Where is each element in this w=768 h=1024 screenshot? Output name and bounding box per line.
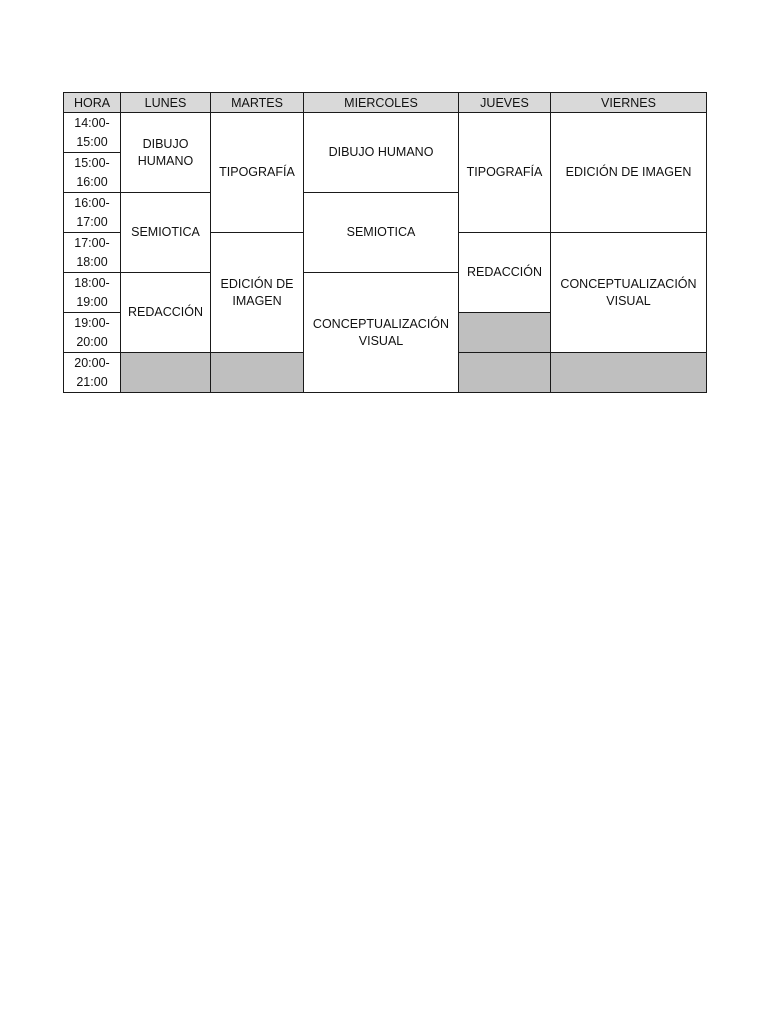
class-cell-lunes: DIBUJO HUMANO <box>121 113 211 193</box>
class-cell-jueves: TIPOGRAFÍA <box>459 113 551 233</box>
empty-cell-martes <box>211 353 304 393</box>
class-cell-miercoles: DIBUJO HUMANO <box>304 113 459 193</box>
class-cell-viernes: CONCEPTUALIZACIÓN VISUAL <box>551 233 707 353</box>
class-cell-martes: EDICIÓN DE IMAGEN <box>211 233 304 353</box>
header-miercoles: MIERCOLES <box>304 93 459 113</box>
hour-cell: 16:00- 17:00 <box>64 193 121 233</box>
hour-cell: 17:00- 18:00 <box>64 233 121 273</box>
hour-cell: 19:00- 20:00 <box>64 313 121 353</box>
empty-cell-viernes <box>551 353 707 393</box>
hour-cell: 18:00- 19:00 <box>64 273 121 313</box>
class-cell-viernes: EDICIÓN DE IMAGEN <box>551 113 707 233</box>
table-row <box>64 113 707 153</box>
schedule-table <box>63 92 707 393</box>
hour-cell: 15:00- 16:00 <box>64 153 121 193</box>
hour-cell: 20:00- 21:00 <box>64 353 121 393</box>
class-cell-martes: TIPOGRAFÍA <box>211 113 304 233</box>
empty-cell-jueves <box>459 313 551 353</box>
class-cell-lunes: REDACCIÓN <box>121 273 211 353</box>
hour-cell: 14:00- 15:00 <box>64 113 121 153</box>
class-cell-miercoles: CONCEPTUALIZACIÓN VISUAL <box>304 273 459 393</box>
header-viernes: VIERNES <box>551 93 707 113</box>
empty-cell-lunes <box>121 353 211 393</box>
header-lunes: LUNES <box>121 93 211 113</box>
header-row <box>64 93 707 113</box>
class-cell-miercoles: SEMIOTICA <box>304 193 459 273</box>
header-martes: MARTES <box>211 93 304 113</box>
header-jueves: JUEVES <box>459 93 551 113</box>
class-cell-jueves: REDACCIÓN <box>459 233 551 313</box>
empty-cell-jueves <box>459 353 551 393</box>
header-hora: HORA <box>64 93 121 113</box>
class-cell-lunes: SEMIOTICA <box>121 193 211 273</box>
